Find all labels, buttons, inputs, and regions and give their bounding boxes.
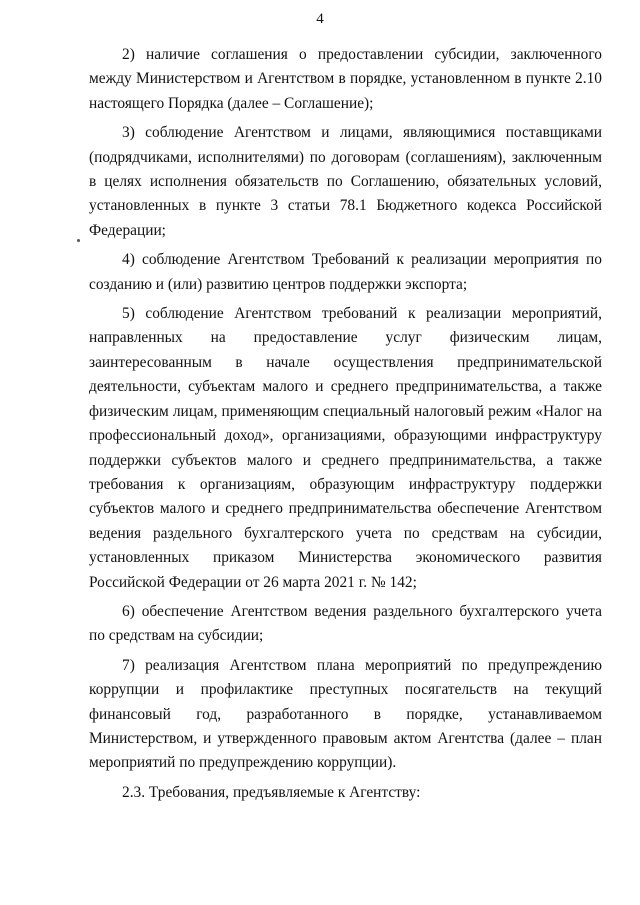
page-number: 4 (316, 11, 324, 27)
section-heading-2-3: 2.3. Требования, предъявляемые к Агентству: (122, 783, 421, 801)
paragraph-item-5: 5) соблюдение Агентством требований к реализации мероприятий, направленных на предоставление услуг физическим лицам, заинтересованным в начале осуществления предпринимательской деятельности, субъектам малого и среднего предпринимательства, а также физическим лицам, применяющим специальный налоговый режим «Налог на профессиональный доход», организациями, образующими инфраструктуру поддержки субъектов малого и среднего предпринимательства, а также требования к организациям, образующим инфраструктуру поддержки субъектов малого и среднего предпринимательства обеспечение Агентством ведения раздельного бухгалтерского учета по средствам на субсидии, установленных приказом Министерства экономического развития Российской Федерации от 26 марта 2021 г. № 142; (89, 305, 602, 591)
margin-dot (77, 239, 80, 242)
paragraph-item-6: 6) обеспечение Агентством ведения раздельного бухгалтерского учета по средствам на субсидии; (89, 602, 602, 645)
paragraph-item-4: 4) соблюдение Агентством Требований к реализации мероприятия по созданию и (или) развитию центров поддержки экспорта; (89, 251, 602, 293)
paragraph-item-3: 3) соблюдение Агентством и лицами, являющимися поставщиками (подрядчиками, исполнителями) по договорам (соглашениям), заключенным в целях исполнения обязательств по Соглашению, обязательных условий, установленных в пункте 3 статьи 78.1 Бюджетного кодекса Российской Федерации; (89, 124, 602, 239)
document-body (89, 43, 602, 805)
paragraph-item-7: 7) реализация Агентством плана мероприятий по предупреждению коррупции и профилактике преступных посягательств на текущий финансовый год, разработанного в порядке, устанавливаемом Министерством, и утвержденного правовым актом Агентства (далее – план мероприятий по предупреждению коррупции). (89, 656, 602, 772)
paragraph-item-2: 2) наличие соглашения о предоставлении субсидии, заключенного между Министерством и Агентством в порядке, установленном в пункте 2.10 настоящего Порядка (далее – Соглашение); (89, 46, 602, 112)
